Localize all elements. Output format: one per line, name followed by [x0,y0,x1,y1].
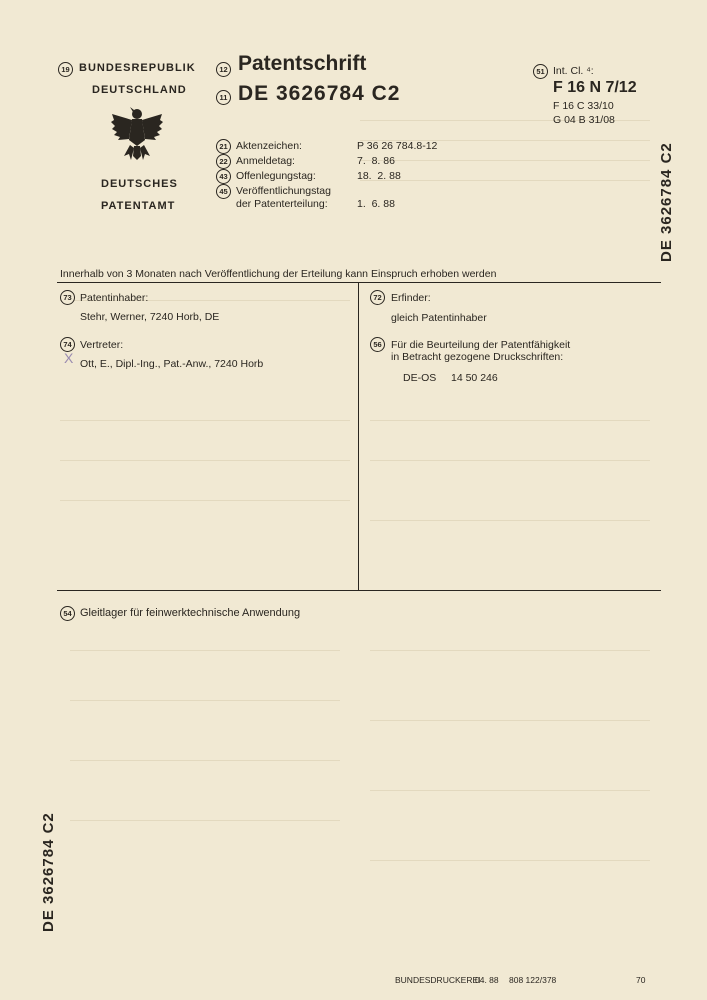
owner-label: Patentinhaber: [80,292,149,304]
side-document-number-left: DE 3626784 C2 [40,812,57,932]
inid-code-11: 11 [216,90,231,105]
footer-page: 70 [636,975,646,985]
inid-code-73: 73 [60,290,75,305]
filing-date-label: Anmeldetag: [236,155,295,167]
representative-label: Vertreter: [80,339,124,351]
inid-code-21: 21 [216,139,231,154]
inid-code-12: 12 [216,62,231,77]
publication-number: DE 3626784 C2 [238,82,401,105]
cited-document-type: DE-OS [403,372,437,384]
footer-date: 04. 88 [475,975,499,985]
intcl-sub2: G 04 B 31/08 [553,114,615,126]
inid-code-22: 22 [216,154,231,169]
inid-code-19: 19 [58,62,73,77]
cited-documents-label1: Für die Beurteilung der Patentfähigkeit [391,339,571,351]
footer-printer: BUNDESDRUCKEREI [395,975,481,985]
office-line1: DEUTSCHES [101,178,178,190]
inid-code-43: 43 [216,169,231,184]
grant-publication-label: Veröffentlichungstag [236,185,331,197]
box-top-rule [57,282,661,283]
federal-eagle-emblem [110,104,164,169]
side-document-number-right: DE 3626784 C2 [658,142,675,262]
inventor-value: gleich Patentinhaber [391,312,487,324]
laid-open-date-value: 18. 2. 88 [357,170,401,182]
inid-code-45: 45 [216,184,231,199]
filing-date-value: 7. 8. 86 [357,155,395,167]
cited-document-number: 14 50 246 [451,372,498,384]
grant-publication-label2: der Patenterteilung: [236,198,328,210]
intcl-label: Int. Cl. ⁴: [553,65,594,77]
box-divider-rule [358,282,359,590]
inid-code-56: 56 [370,337,385,352]
intcl-sub1: F 16 C 33/10 [553,100,614,112]
inid-code-72: 72 [370,290,385,305]
footer-code: 808 122/378 [509,975,557,985]
cited-documents-label2: in Betracht gezogene Druckschriften: [391,351,564,363]
document-type: Patentschrift [238,52,367,75]
inventor-label: Erfinder: [391,292,431,304]
handwritten-mark: X [64,350,74,366]
file-number-value: P 36 26 784.8-12 [357,140,438,152]
opposition-notice: Innerhalb von 3 Monaten nach Veröffentlichung der Erteilung kann Einspruch erhoben werden [60,268,497,280]
inid-code-54: 54 [60,606,75,621]
inid-code-74: 74 [60,337,75,352]
file-number-label: Aktenzeichen: [236,140,302,152]
representative-value: Ott, E., Dipl.-Ing., Pat.-Anw., 7240 Horb [80,358,264,370]
owner-value: Stehr, Werner, 7240 Horb, DE [80,311,220,323]
box-bottom-rule [57,590,661,591]
laid-open-date-label: Offenlegungstag: [236,170,316,182]
office-line2: PATENTAMT [101,200,176,212]
invention-title: Gleitlager für feinwerktechnische Anwendung [80,607,301,619]
country-line2: DEUTSCHLAND [92,84,187,96]
intcl-main: F 16 N 7/12 [553,79,637,96]
inid-code-51: 51 [533,64,548,79]
country-line1: BUNDESREPUBLIK [79,62,196,74]
grant-publication-value: 1. 6. 88 [357,198,395,210]
